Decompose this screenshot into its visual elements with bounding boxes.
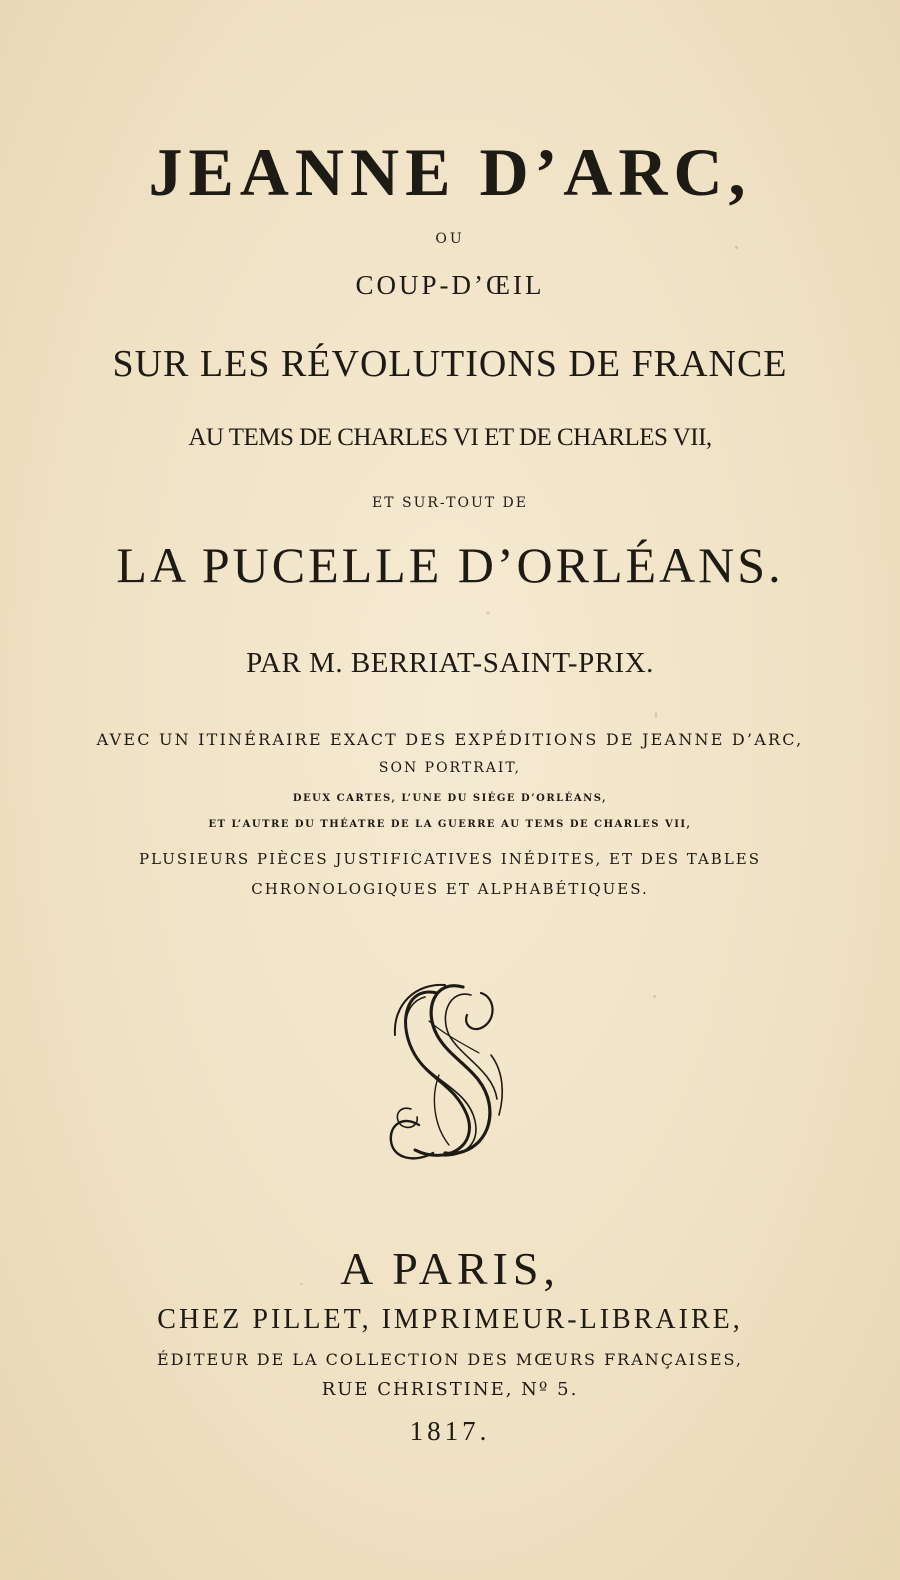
contents-line-3: DEUX CARTES, L’UNE DU SIÉGE D’ORLÉANS,: [292, 793, 608, 804]
subtitle-line-1: COUP-D’ŒIL: [355, 270, 545, 300]
paper-speck: [655, 712, 657, 718]
contents-line-1: AVEC UN ITINÉRAIRE EXACT DES EXPÉDITIONS DE JEANNE D’ARC,: [96, 730, 804, 749]
subtitle-line-2: SUR LES RÉVOLUTIONS DE FRANCE: [112, 343, 788, 385]
subtitle-line-3: AU TEMS DE CHARLES VI ET DE CHARLES VII,: [188, 424, 712, 451]
publisher-monogram-icon: [375, 975, 515, 1165]
imprint-publisher: CHEZ PILLET, IMPRIMEUR-LIBRAIRE,: [157, 1304, 743, 1335]
imprint-publisher-role: ÉDITEUR DE LA COLLECTION DES MŒURS FRANÇAISES,: [156, 1350, 744, 1369]
paper-speck: [486, 612, 490, 614]
imprint-city: A PARIS,: [340, 1243, 560, 1294]
subtitle-conjunction: OU: [435, 231, 465, 247]
paper-speck: [653, 995, 656, 998]
imprint-address: RUE CHRISTINE, Nº 5.: [321, 1379, 579, 1400]
subtitle-line-5: LA PUCELLE D’ORLÉANS.: [116, 537, 784, 593]
author-line: PAR M. BERRIAT-SAINT-PRIX.: [246, 647, 654, 679]
contents-line-4: ET L’AUTRE DU THÉATRE DE LA GUERRE AU TEMS DE CHARLES VII,: [208, 819, 692, 830]
contents-line-5: PLUSIEURS PIÈCES JUSTIFICATIVES INÉDITES, ET DES TABLES: [138, 850, 762, 868]
imprint-year: 1817.: [409, 1416, 491, 1446]
paper-speck: [735, 246, 738, 249]
contents-line-2: SON PORTRAIT,: [378, 760, 522, 776]
book-title: JEANNE D’ARC,: [148, 134, 752, 210]
paper-speck: [300, 1283, 303, 1285]
subtitle-line-4: ET SUR-TOUT DE: [371, 495, 529, 511]
contents-line-6: CHRONOLOGIQUES ET ALPHABÉTIQUES.: [251, 880, 649, 898]
